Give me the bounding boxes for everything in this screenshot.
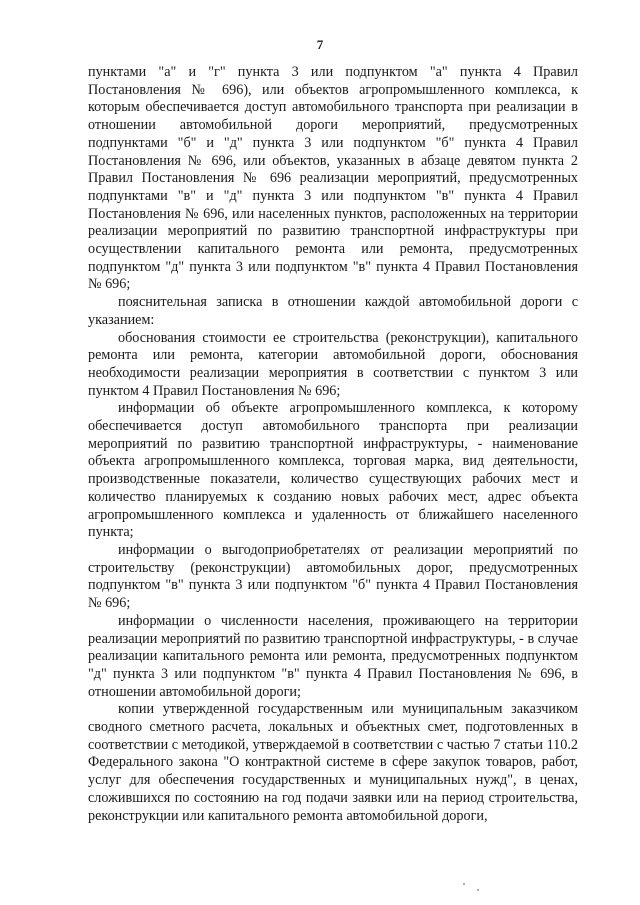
- paragraph-explanatory-note: пояснительная записка в отношении каждой автомобильной дороги с указанием:: [88, 294, 578, 328]
- paragraph-beneficiaries-info: информации о выгодоприобретателях от реализации мероприятий по строительству (реконструкции) автомобильных дорог, предусмотренных подпунктом "в" пункта 3 или подпунктом "б" пункта 4 Правил Постановления № 696;: [88, 541, 578, 612]
- paragraph-estimate-copies: копии утвержденной государственным или муниципальным заказчиком сводного сметного расчета, локальных и объектных смет, подготовленных в соответствии с методикой, утверждаемой в соответствии с частью 7 статьи 110.2 Федерального закона "О контрактной системе в сфере закупок товаров, работ, услуг для обеспечения государственных и муниципальных нужд", в ценах, сложившихся по состоянию на год подачи заявки или на период строительства, реконструкции или капитального ремонта автомобильной дороги,: [88, 701, 578, 824]
- scan-speck: [463, 883, 465, 885]
- scan-speck: [477, 889, 479, 891]
- page-number: 7: [316, 37, 324, 52]
- paragraph-continuation: пунктами "а" и "г" пункта 3 или подпунктом "а" пункта 4 Правил Постановления № 696), или объектов агропромышленного комплекса, к которым обеспечивается доступ автомобильного транспорта при реализации в отношении автомобильной дороги мероприятий, предусмотренных подпунктами "б" и "д" пункта 3 или подпунктом "б" пункта 4 Правил Постановления № 696, или объектов, указанных в абзаце девятом пункта 2 Правил Постановления № 696 реализации мероприятий, предусмотренных подпунктами "в" и "д" пункта 3 или подпунктом "в" пункта 4 Правил Постановления № 696, или населенных пунктов, расположенных на территории реализации мероприятий по развитию транспортной инфраструктуры при осуществлении капитального ремонта или ремонта, предусмотренных подпунктом "д" пункта 3 или подпунктом "в" пункта 4 Правил Постановления № 696;: [88, 64, 578, 293]
- paragraph-population-info: информации о численности населения, проживающего на территории реализации мероприятий по развитию транспортной инфраструктуры, - в случае реализации капитального ремонта или ремонта, предусмотренных подпунктом "д" пункта 3 или подпунктом "в" пункта 4 Правил Постановления № 696, в отношении автомобильной дороги;: [88, 612, 578, 700]
- document-body: [88, 64, 578, 825]
- paragraph-cost-justification: обоснования стоимости ее строительства (реконструкции), капитального ремонта или ремонта, категории автомобильной дороги, обоснования необходимости реализации мероприятия в соответствии с пунктом 3 или пунктом 4 Правил Постановления № 696;: [88, 329, 578, 399]
- paragraph-agro-object-info: информации об объекте агропромышленного комплекса, к которому обеспечивается доступ автомобильного транспорта при реализации мероприятий по развитию транспортной инфраструктуры, - наименование объекта агропромышленного комплекса, торговая марка, вид деятельности, производственные показатели, количество существующих рабочих мест и количество планируемых к созданию новых рабочих мест, адрес объекта агропромышленного комплекса и удаленность от ближайшего населенного пункта;: [88, 400, 578, 541]
